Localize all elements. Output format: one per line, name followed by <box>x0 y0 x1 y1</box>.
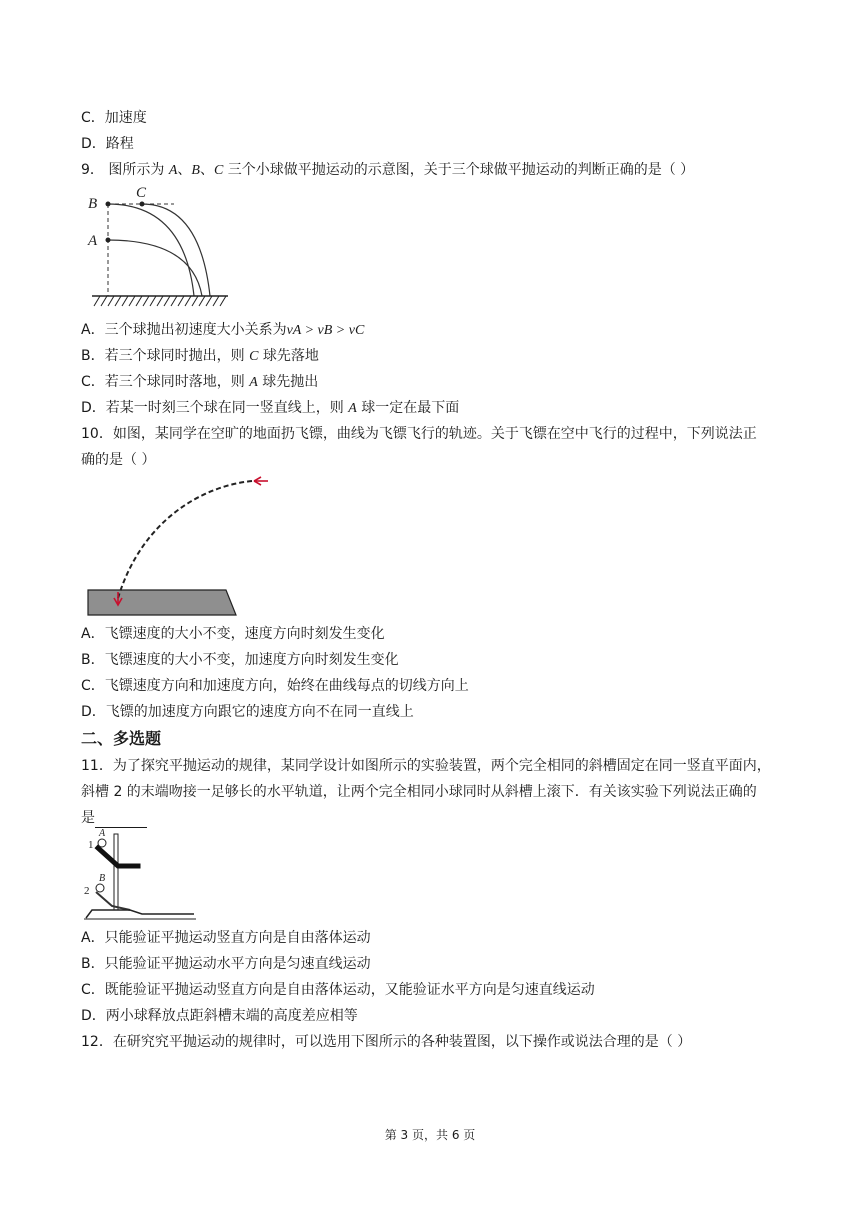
q11-ball-b <box>96 884 104 892</box>
q11-label-b: B <box>99 873 106 884</box>
q9-trajectory-a <box>108 240 202 296</box>
q9-option-c: C．若三个球同时落地，则 A 球先抛出 <box>81 374 319 390</box>
q9-trajectory-c <box>142 204 210 296</box>
q9-label-a: A <box>88 233 98 249</box>
q11-stem-line-1: 11．为了探究平抛运动的规律，某同学设计如图所示的实验装置，两个完全相同的斜槽固定在同一竖直平面内， <box>81 758 771 774</box>
q10-option-c: C．飞镖速度方向和加速度方向，始终在曲线每点的切线方向上 <box>81 678 469 694</box>
q11-option-a: A．只能验证平抛运动竖直方向是自由落体运动 <box>81 930 371 946</box>
q11-base-track <box>86 910 194 918</box>
q9-velocity-relation: vA > vB > vC <box>286 323 365 338</box>
q8-option-c: C．加速度 <box>81 110 147 126</box>
q11-label-a: A <box>99 828 106 839</box>
q9-option-b: B．若三个球同时抛出，则 C 球先落地 <box>81 348 319 364</box>
section-title-multiple-choice: 二、多选题 <box>81 729 162 748</box>
q10-stem-line-1: 10．如图，某同学在空旷的地面扔飞镖，曲线为飞镖飞行的轨迹。关于飞镖在空中飞行的过程中，下列说法正 <box>81 426 757 442</box>
q9-label-c: C <box>136 185 147 201</box>
q11-label-2: 2 <box>84 885 90 897</box>
q11-option-d: D．两小球释放点距斜槽末端的高度差应相等 <box>81 1008 358 1024</box>
q11-option-c: C．既能验证平抛运动竖直方向是自由落体运动，又能验证水平方向是匀速直线运动 <box>81 982 595 998</box>
q8-option-d: D．路程 <box>81 136 134 152</box>
q11-apparatus-figure <box>82 826 202 924</box>
q9-trajectory-b <box>108 204 194 296</box>
q9-point-c <box>140 202 145 207</box>
q9-option-a: A．三个球抛出初速度大小关系为vA > vB > vC <box>81 322 365 338</box>
q9-stem: 9． 图所示为 A、B、C 三个小球做平抛运动的示意图，关于三个球做平抛运动的判断正确的是（ ） <box>81 162 695 178</box>
q10-option-a: A．飞镖速度的大小不变，速度方向时刻发生变化 <box>81 626 385 642</box>
q10-stem-line-2: 确的是（ ） <box>81 452 156 468</box>
q9-point-a <box>106 238 111 243</box>
q9-projectile-figure <box>82 182 234 314</box>
q9-ground-hatch <box>94 296 226 306</box>
page-footer: 第 3 页，共 6 页 <box>384 1128 476 1142</box>
q9-option-d: D．若某一时刻三个球在同一竖直线上，则 A 球一定在最下面 <box>81 400 460 416</box>
q9-label-b: B <box>88 196 98 212</box>
q12-stem: 12．在研究究平抛运动的规律时，可以选用下图所示的各种装置图，以下操作或说法合理的是（ ） <box>81 1034 692 1050</box>
q10-option-d: D．飞镖的加速度方向跟它的速度方向不在同一直线上 <box>81 704 414 720</box>
q11-stem-line-2: 斜槽 2 的末端吻接一足够长的水平轨道，让两个完全相同小球同时从斜槽上滚下．有关该实验下列说法正确的 <box>81 784 757 800</box>
q10-dart-figure <box>82 470 282 620</box>
q10-ground-slab <box>88 590 236 615</box>
q10-option-b: B．飞镖速度的大小不变，加速度方向时刻发生变化 <box>81 652 399 668</box>
q11-ball-a <box>98 839 106 847</box>
q11-stand-pole <box>114 834 118 910</box>
q11-chute-2 <box>96 892 130 910</box>
q9-point-b <box>106 202 111 207</box>
q11-stem-line-3: 是 <box>81 808 147 828</box>
q11-option-b: B．只能验证平抛运动水平方向是匀速直线运动 <box>81 956 371 972</box>
q11-label-1: 1 <box>88 839 94 851</box>
q10-dart-trajectory <box>118 481 252 598</box>
